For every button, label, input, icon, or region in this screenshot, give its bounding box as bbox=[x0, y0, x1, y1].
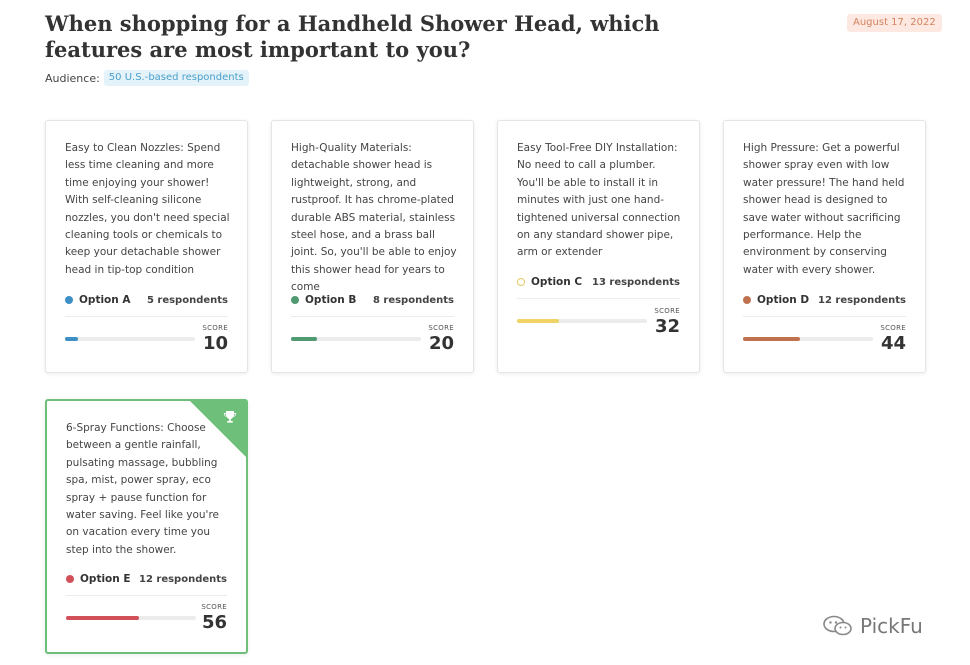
score-label: SCORE bbox=[201, 603, 227, 611]
option-card-a[interactable] bbox=[45, 120, 248, 373]
watermark-text: PickFu bbox=[860, 614, 923, 638]
audience-label: Audience: bbox=[45, 71, 100, 85]
audience-tag: 50 U.S.-based respondents bbox=[104, 70, 249, 86]
survey-title: When shopping for a Handheld Shower Head, which features are most important to you? bbox=[45, 11, 660, 62]
score-label: SCORE bbox=[880, 324, 906, 332]
option-description: 6-Spray Functions: Choose between a gentle rainfall, pulsating massage, bubbling spa, mist, power spray, eco spray + pause function for water saving. Feel like you're on vacation every time you step into the shower. bbox=[66, 422, 219, 556]
respondents-count: 12 respondents bbox=[817, 294, 906, 306]
option-label: Option D bbox=[757, 294, 810, 306]
wechat-icon bbox=[822, 615, 854, 637]
score-bar bbox=[517, 319, 647, 323]
score-label: SCORE bbox=[654, 307, 680, 315]
score-bar-fill bbox=[517, 319, 559, 323]
option-label: Option B bbox=[305, 294, 357, 306]
option-description: High Pressure: Get a powerful shower spray even with low water pressure! The hand held shower head is designed to save water without sacrificing performance. Help the environment by conserving water with every shower. bbox=[743, 142, 905, 276]
watermark bbox=[822, 614, 923, 638]
audience-row bbox=[45, 70, 249, 86]
score-bar-fill bbox=[743, 337, 800, 341]
score-bar-fill bbox=[66, 616, 139, 620]
divider bbox=[66, 595, 227, 596]
respondents-count: 8 respondents bbox=[372, 294, 454, 306]
divider bbox=[743, 316, 906, 317]
option-color-dot bbox=[517, 278, 525, 286]
score-bar-fill bbox=[65, 337, 78, 341]
score-bar bbox=[65, 337, 195, 341]
score-label: SCORE bbox=[428, 324, 454, 332]
option-description: Easy to Clean Nozzles: Spend less time cleaning and more time enjoying your shower! With self-cleaning silicone nozzles, you don't need special cleaning tools or chemicals to keep your detachable shower head in tip-top condition bbox=[65, 142, 230, 276]
option-description: Easy Tool-Free DIY Installation: No need to call a plumber. You'll be able to install it in minutes with just one hand-tightened universal connection on any standard shower pipe, arm or extender bbox=[517, 142, 681, 259]
option-label: Option C bbox=[531, 276, 583, 288]
option-card-b[interactable] bbox=[271, 120, 474, 373]
option-color-dot bbox=[66, 575, 74, 583]
option-label: Option A bbox=[79, 294, 131, 306]
score-value: 20 bbox=[428, 333, 454, 354]
option-header bbox=[743, 292, 906, 308]
option-description: High-Quality Materials: detachable shower head is lightweight, strong, and rustproof. It has chrome-plated durable ABS material, stainless steel hose, and a brass ball joint. So, you'll be able to enjoy this shower head for years to come bbox=[291, 142, 457, 294]
divider bbox=[291, 316, 454, 317]
option-label: Option E bbox=[80, 573, 131, 585]
score-bar bbox=[291, 337, 421, 341]
option-color-dot bbox=[743, 296, 751, 304]
respondents-count: 5 respondents bbox=[146, 294, 228, 306]
score-value: 32 bbox=[654, 316, 680, 337]
option-header bbox=[65, 292, 228, 308]
score-label: SCORE bbox=[202, 324, 228, 332]
option-header bbox=[291, 292, 454, 308]
score-value: 56 bbox=[201, 612, 227, 633]
option-card-c[interactable] bbox=[497, 120, 700, 373]
score-bar-fill bbox=[291, 337, 317, 341]
score-value: 10 bbox=[202, 333, 228, 354]
option-color-dot bbox=[291, 296, 299, 304]
option-header bbox=[66, 571, 227, 587]
divider bbox=[65, 316, 228, 317]
respondents-count: 13 respondents bbox=[591, 276, 680, 288]
date-badge: August 17, 2022 bbox=[847, 14, 942, 32]
option-header bbox=[517, 274, 680, 290]
option-card-d[interactable] bbox=[723, 120, 926, 373]
divider bbox=[517, 298, 680, 299]
score-bar bbox=[743, 337, 873, 341]
respondents-count: 12 respondents bbox=[138, 573, 227, 585]
score-value: 44 bbox=[880, 333, 906, 354]
score-bar bbox=[66, 616, 196, 620]
option-color-dot bbox=[65, 296, 73, 304]
option-card-e[interactable] bbox=[45, 399, 248, 654]
